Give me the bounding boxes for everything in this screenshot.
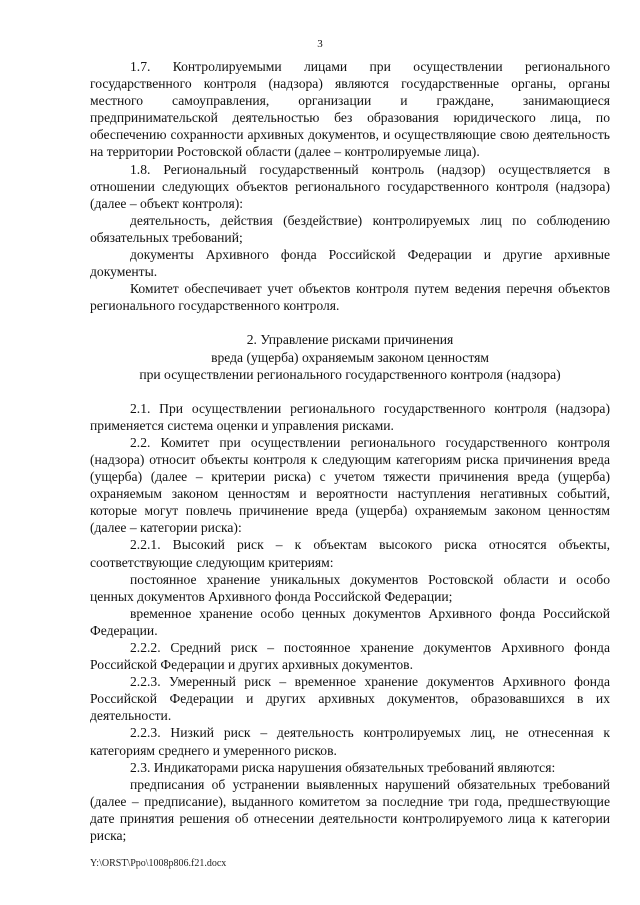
section-heading-line-3: при осуществлении регионального государственного контроля (надзора) [139, 366, 561, 382]
paragraph-2-2-3-low: 2.2.3. Низкий риск – деятельность контролируемых лиц, не отнесенная к категориям среднего и умеренного рисков. [90, 725, 610, 758]
paragraph-2-2: 2.2. Комитет при осуществлении регионального государственного контроля (надзора) относит объекты контроля к следующим категориям риска причинения вреда (ущерба) (далее – критерии риска) с учетом тяжести причинения вреда (ущерба) охраняемым законом ценностям и вероятности наступления негативных событий, которые могут повлечь причинение вреда (ущерба) охраняемым законом ценностям (далее – категории риска): [90, 434, 610, 536]
spacer [90, 314, 610, 331]
spacer [90, 383, 610, 400]
paragraph-2-2-2: 2.2.2. Средний риск – постоянное хранение документов Архивного фонда Российской Федерации и других архивных документов. [90, 640, 610, 673]
list-item-permanent-storage: постоянное хранение уникальных документов Ростовской области и особо ценных документов Архивного фонда Российской Федерации; [90, 571, 610, 604]
list-item-prescriptions: предписания об устранении выявленных нарушений обязательных требований (далее – предписание), выданного комитетом за последние три года, предшествующие дате принятия решения об отнесении деятельности контролируемого лица к категории риска; [90, 776, 610, 844]
paragraph-2-2-1: 2.2.1. Высокий риск – к объектам высокого риска относятся объекты, соответствующие следующим критериям: [90, 537, 610, 570]
list-item-activity: деятельность, действия (бездействие) контролируемых лиц по соблюдению обязательных требований; [90, 212, 610, 245]
section-heading-line-1: 2. Управление рисками причинения [246, 332, 454, 348]
paragraph-2-3: 2.3. Индикаторами риска нарушения обязательных требований являются: [130, 759, 556, 775]
paragraph-1-8: 1.8. Региональный государственный контроль (надзор) осуществляется в отношении следующих объектов регионального государственного контроля (надзора) (далее – объект контроля): [90, 161, 610, 211]
paragraph-committee-note: Комитет обеспечивает учет объектов контроля путем ведения перечня объектов регионального государственного контроля. [90, 281, 610, 314]
paragraph-1-7: 1.7. Контролируемыми лицами при осуществлении регионального государственного контроля (надзора) являются государственные органы, органы местного самоуправления, организации и граждане, занимающиеся предпринимательской деятельностью без образования юридического лица, по обеспечению сохранности архивных документов, и осуществляющие свою деятельность на территории Ростовской области (далее – контролируемые лица). [90, 59, 610, 160]
paragraph-2-1: 2.1. При осуществлении регионального государственного контроля (надзора) применяется система оценки и управления рисками. [90, 400, 610, 433]
section-heading-line-2: вреда (ущерба) охраняемым законом ценностям [211, 349, 489, 365]
list-item-documents: документы Архивного фонда Российской Федерации и другие архивные документы. [90, 247, 610, 280]
paragraph-2-2-3-moderate: 2.2.3. Умеренный риск – временное хранение документов Архивного фонда Российской Федерации и других архивных документов, образовавшихся в их деятельности. [90, 674, 610, 724]
document-body [90, 58, 610, 844]
list-item-temporary-storage: временное хранение особо ценных документов Архивного фонда Российской Федерации. [90, 605, 610, 638]
page-number: 3 [317, 38, 323, 50]
file-path-footer: Y:\ORST\Ppo\1008p806.f21.docx [90, 858, 227, 869]
